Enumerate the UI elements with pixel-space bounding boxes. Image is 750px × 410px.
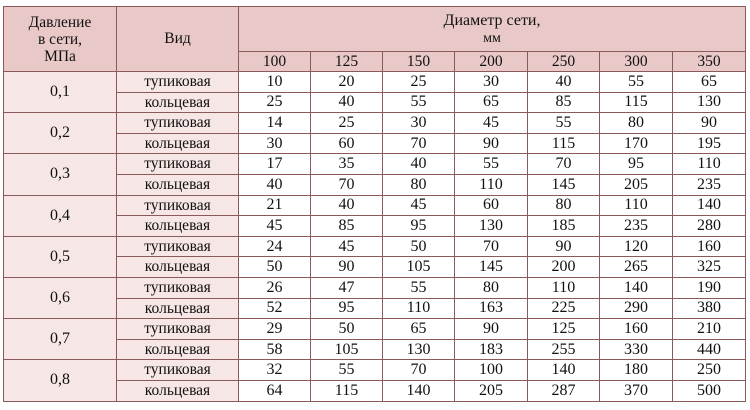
table-row xyxy=(4,195,746,216)
value-cell: 17 xyxy=(239,154,311,175)
value-cell: 140 xyxy=(383,380,455,401)
value-cell: 140 xyxy=(673,195,746,216)
diameter-title: Диаметр сети, xyxy=(443,11,541,29)
value-cell: 105 xyxy=(383,257,455,278)
value-cell: 100 xyxy=(455,360,528,381)
kind-cell: кольцевая xyxy=(117,380,239,401)
value-cell: 115 xyxy=(528,133,600,154)
value-cell: 45 xyxy=(383,195,455,216)
value-cell: 287 xyxy=(528,380,600,401)
kind-column-header: Вид xyxy=(117,7,239,72)
kind-cell: кольцевая xyxy=(117,216,239,237)
value-cell: 183 xyxy=(455,339,528,360)
value-cell: 55 xyxy=(383,92,455,113)
value-cell: 80 xyxy=(600,113,673,134)
value-cell: 440 xyxy=(673,339,746,360)
value-cell: 130 xyxy=(383,339,455,360)
pressure-cell: 0,6 xyxy=(4,277,117,318)
value-cell: 205 xyxy=(455,380,528,401)
value-cell: 95 xyxy=(311,298,383,319)
value-cell: 125 xyxy=(528,319,600,340)
value-cell: 30 xyxy=(383,113,455,134)
value-cell: 280 xyxy=(673,216,746,237)
value-cell: 120 xyxy=(600,236,673,257)
value-cell: 90 xyxy=(673,113,746,134)
value-cell: 205 xyxy=(600,174,673,195)
value-cell: 58 xyxy=(239,339,311,360)
value-cell: 55 xyxy=(383,277,455,298)
kind-cell: тупиковая xyxy=(117,72,239,93)
table-row xyxy=(4,236,746,257)
table-row xyxy=(4,277,746,298)
value-cell: 70 xyxy=(383,360,455,381)
value-cell: 25 xyxy=(239,92,311,113)
value-cell: 45 xyxy=(311,236,383,257)
table-row xyxy=(4,319,746,340)
value-cell: 85 xyxy=(528,92,600,113)
value-cell: 160 xyxy=(600,319,673,340)
value-cell: 25 xyxy=(383,72,455,93)
table-row xyxy=(4,113,746,134)
value-cell: 145 xyxy=(528,174,600,195)
table-row xyxy=(4,72,746,93)
value-cell: 55 xyxy=(455,154,528,175)
value-cell: 110 xyxy=(600,195,673,216)
value-cell: 500 xyxy=(673,380,746,401)
pressure-cell: 0,8 xyxy=(4,360,117,401)
diameter-header-100: 100 xyxy=(239,52,311,72)
value-cell: 140 xyxy=(528,360,600,381)
value-cell: 380 xyxy=(673,298,746,319)
value-cell: 145 xyxy=(455,257,528,278)
value-cell: 26 xyxy=(239,277,311,298)
value-cell: 290 xyxy=(600,298,673,319)
value-cell: 235 xyxy=(673,174,746,195)
value-cell: 115 xyxy=(600,92,673,113)
value-cell: 110 xyxy=(455,174,528,195)
kind-cell: тупиковая xyxy=(117,154,239,175)
value-cell: 40 xyxy=(383,154,455,175)
diameter-header-300: 300 xyxy=(600,52,673,72)
value-cell: 235 xyxy=(600,216,673,237)
value-cell: 130 xyxy=(673,92,746,113)
value-cell: 50 xyxy=(311,319,383,340)
kind-cell: кольцевая xyxy=(117,339,239,360)
value-cell: 47 xyxy=(311,277,383,298)
value-cell: 250 xyxy=(673,360,746,381)
diameter-header-125: 125 xyxy=(311,52,383,72)
kind-cell: тупиковая xyxy=(117,195,239,216)
value-cell: 110 xyxy=(528,277,600,298)
diameter-header-350: 350 xyxy=(673,52,746,72)
value-cell: 90 xyxy=(455,133,528,154)
value-cell: 50 xyxy=(239,257,311,278)
value-cell: 64 xyxy=(239,380,311,401)
value-cell: 45 xyxy=(239,216,311,237)
pressure-column-header xyxy=(4,7,117,72)
value-cell: 80 xyxy=(455,277,528,298)
value-cell: 325 xyxy=(673,257,746,278)
value-cell: 60 xyxy=(455,195,528,216)
kind-cell: тупиковая xyxy=(117,236,239,257)
kind-cell: тупиковая xyxy=(117,277,239,298)
value-cell: 70 xyxy=(311,174,383,195)
value-cell: 45 xyxy=(455,113,528,134)
value-cell: 110 xyxy=(673,154,746,175)
value-cell: 115 xyxy=(311,380,383,401)
value-cell: 14 xyxy=(239,113,311,134)
pressure-cell: 0,4 xyxy=(4,195,117,236)
value-cell: 160 xyxy=(673,236,746,257)
value-cell: 29 xyxy=(239,319,311,340)
value-cell: 200 xyxy=(528,257,600,278)
value-cell: 50 xyxy=(383,236,455,257)
table-row xyxy=(4,360,746,381)
value-cell: 225 xyxy=(528,298,600,319)
pressure-cell: 0,7 xyxy=(4,319,117,360)
pressure-diameter-table xyxy=(3,6,746,402)
kind-cell: кольцевая xyxy=(117,257,239,278)
value-cell: 105 xyxy=(311,339,383,360)
value-cell: 80 xyxy=(528,195,600,216)
value-cell: 70 xyxy=(383,133,455,154)
value-cell: 195 xyxy=(673,133,746,154)
pressure-cell: 0,5 xyxy=(4,236,117,277)
diameter-header-150: 150 xyxy=(383,52,455,72)
value-cell: 40 xyxy=(528,72,600,93)
diameter-group-header xyxy=(239,7,746,52)
value-cell: 52 xyxy=(239,298,311,319)
value-cell: 95 xyxy=(600,154,673,175)
diameter-header-250: 250 xyxy=(528,52,600,72)
value-cell: 255 xyxy=(528,339,600,360)
value-cell: 163 xyxy=(455,298,528,319)
value-cell: 60 xyxy=(311,133,383,154)
kind-cell: тупиковая xyxy=(117,360,239,381)
pressure-cell: 0,2 xyxy=(4,113,117,154)
value-cell: 80 xyxy=(383,174,455,195)
kind-cell: кольцевая xyxy=(117,298,239,319)
value-cell: 40 xyxy=(311,92,383,113)
value-cell: 55 xyxy=(600,72,673,93)
value-cell: 330 xyxy=(600,339,673,360)
kind-cell: кольцевая xyxy=(117,92,239,113)
value-cell: 65 xyxy=(673,72,746,93)
value-cell: 55 xyxy=(528,113,600,134)
value-cell: 90 xyxy=(455,319,528,340)
value-cell: 65 xyxy=(383,319,455,340)
value-cell: 21 xyxy=(239,195,311,216)
kind-cell: кольцевая xyxy=(117,174,239,195)
value-cell: 140 xyxy=(600,277,673,298)
value-cell: 70 xyxy=(455,236,528,257)
value-cell: 70 xyxy=(528,154,600,175)
value-cell: 85 xyxy=(311,216,383,237)
kind-cell: тупиковая xyxy=(117,113,239,134)
value-cell: 95 xyxy=(383,216,455,237)
table-header xyxy=(4,7,746,72)
diameter-header-200: 200 xyxy=(455,52,528,72)
value-cell: 24 xyxy=(239,236,311,257)
kind-cell: тупиковая xyxy=(117,319,239,340)
pressure-cell: 0,1 xyxy=(4,72,117,113)
value-cell: 20 xyxy=(311,72,383,93)
value-cell: 210 xyxy=(673,319,746,340)
value-cell: 170 xyxy=(600,133,673,154)
pressure-header-line-3: МПа xyxy=(44,47,76,65)
kind-cell: кольцевая xyxy=(117,133,239,154)
value-cell: 90 xyxy=(528,236,600,257)
table-row xyxy=(4,154,746,175)
pressure-header-line-2: в сети, xyxy=(37,30,83,48)
table-body xyxy=(4,72,746,402)
value-cell: 30 xyxy=(239,133,311,154)
value-cell: 130 xyxy=(455,216,528,237)
value-cell: 90 xyxy=(311,257,383,278)
pressure-header-line-1: Давление xyxy=(28,13,92,31)
value-cell: 190 xyxy=(673,277,746,298)
value-cell: 32 xyxy=(239,360,311,381)
value-cell: 30 xyxy=(455,72,528,93)
value-cell: 10 xyxy=(239,72,311,93)
diameter-unit: мм xyxy=(483,30,501,46)
value-cell: 110 xyxy=(383,298,455,319)
value-cell: 40 xyxy=(311,195,383,216)
pressure-cell: 0,3 xyxy=(4,154,117,195)
value-cell: 265 xyxy=(600,257,673,278)
value-cell: 370 xyxy=(600,380,673,401)
value-cell: 180 xyxy=(600,360,673,381)
value-cell: 55 xyxy=(311,360,383,381)
value-cell: 25 xyxy=(311,113,383,134)
value-cell: 40 xyxy=(239,174,311,195)
value-cell: 65 xyxy=(455,92,528,113)
value-cell: 185 xyxy=(528,216,600,237)
value-cell: 35 xyxy=(311,154,383,175)
